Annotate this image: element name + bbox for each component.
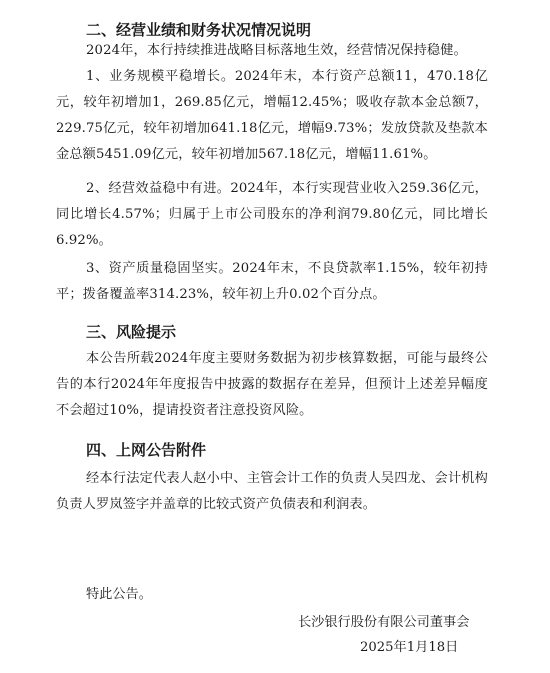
section-heading-risk-warning: 三、风险提示	[86, 323, 177, 341]
signature-company: 长沙银行股份有限公司董事会	[298, 615, 470, 630]
closing-statement: 特此公告。	[86, 587, 152, 602]
paragraph-asset-quality: 3、资产质量稳固坚实。2024年末，不良贷款率1.15%，较年初持平；拨备覆盖率314.23%，较年初上升0.02个百分点。	[56, 261, 488, 302]
paragraph-operating-profit: 2、经营效益稳中有进。2024年，本行实现营业收入259.36亿元，同比增长4.57%；归属于上市公司股东的净利润79.80亿元，同比增长6.92%。	[56, 181, 488, 248]
paragraph-attachments: 经本行法定代表人赵小中、主管会计工作的负责人吴四龙、会计机构负责人罗岚签字并盖章的比较式资产负债表和利润表。	[56, 471, 488, 512]
signature-date: 2025年1月18日	[360, 640, 459, 655]
paragraph-risk-warning: 本公告所载2024年度主要财务数据为初步核算数据，可能与最终公告的本行2024年年度报告中披露的数据存在差异，但预计上述差异幅度不会超过10%，提请投资者注意投资风险。	[56, 351, 488, 418]
section-heading-business-performance: 二、经营业绩和财务状况情况说明	[86, 21, 312, 39]
paragraph-business-intro: 2024年，本行持续推进战略目标落地生效，经营情况保持稳健。	[86, 43, 467, 58]
section-heading-online-attachments: 四、上网公告附件	[86, 441, 207, 459]
paragraph-business-scale: 1、业务规模平稳增长。2024年末，本行资产总额11，470.18亿元，较年初增加1，269.85亿元，增幅12.45%；吸收存款本金总额7，229.75亿元，较年初增加641.18亿元，增幅9.73%；发放贷款及垫款本金总额5451.09亿元，较年初增加567.18亿元，增幅11.61%。	[56, 69, 488, 162]
